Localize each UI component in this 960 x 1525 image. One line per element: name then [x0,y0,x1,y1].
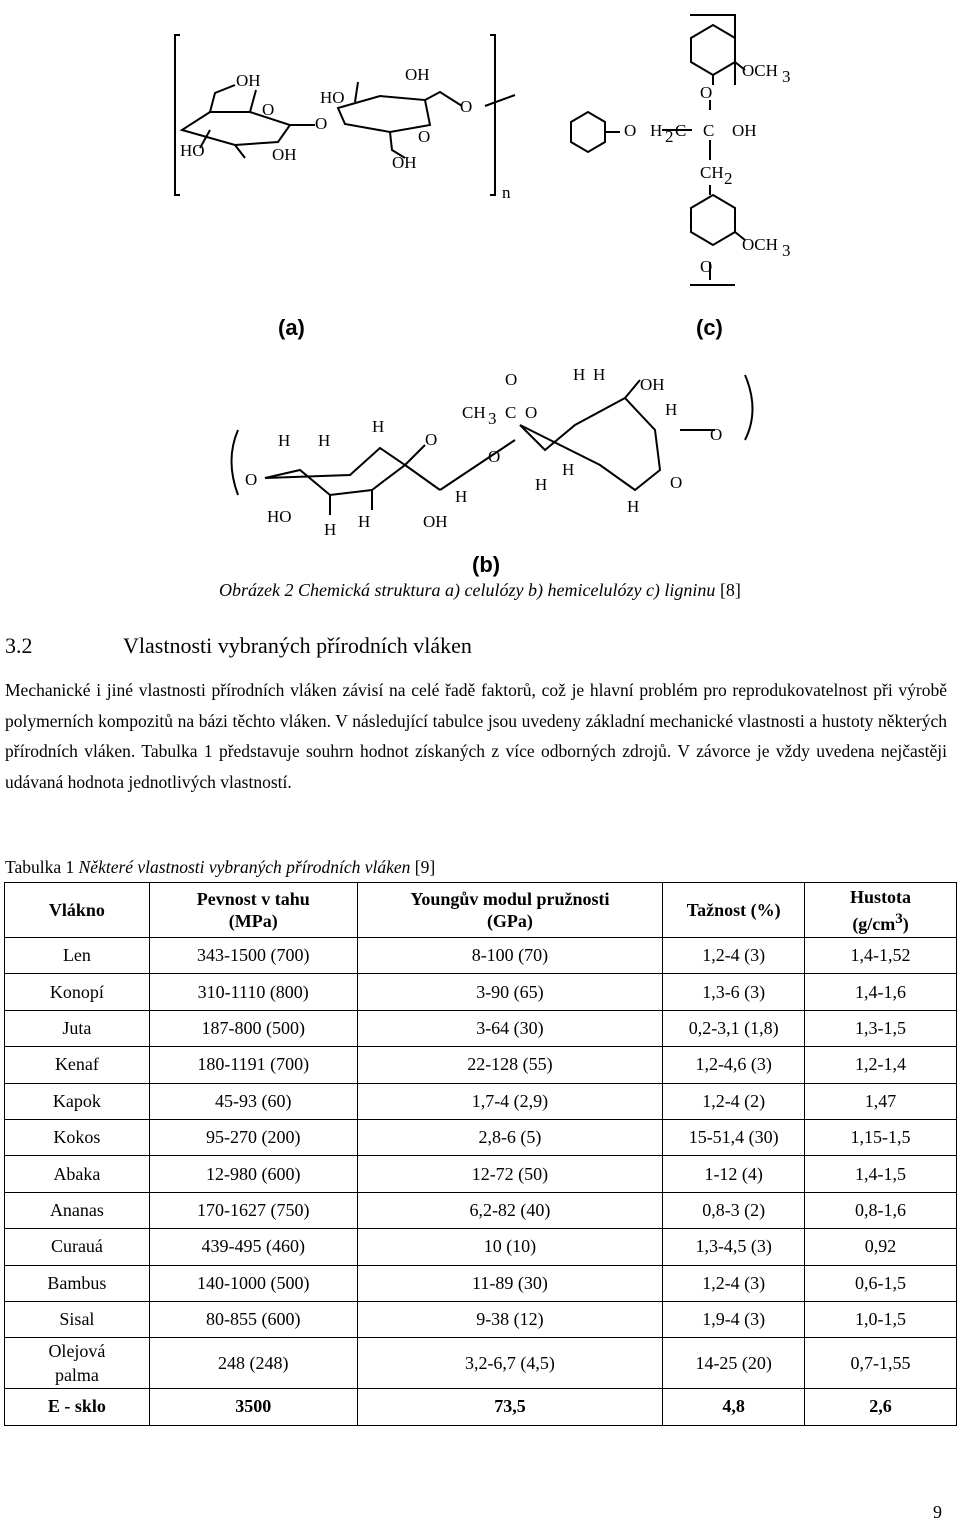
svg-text:3: 3 [782,241,791,260]
svg-text:H: H [593,365,606,384]
chemical-structures-figure [0,0,960,580]
svg-text:O: O [315,114,328,133]
table-row: Kenaf 180-1191 (700) 22-128 (55) 1,2-4,6 (3) 1,2-1,4 [5,1047,957,1083]
table-caption-ref: [9] [414,857,436,877]
svg-text:OH: OH [272,145,297,164]
svg-text:H: H [650,121,663,140]
svg-text:OH: OH [405,65,430,84]
section-title: Vlastnosti vybraných přírodních vláken [123,633,472,658]
header-strength: Pevnost v tahu (MPa) [149,883,357,938]
svg-text:H: H [372,417,385,436]
figure-caption [0,580,960,601]
header-fiber: Vlákno [5,883,150,938]
table-row: Konopí 310-1110 (800) 3-90 (65) 1,3-6 (3) 1,4-1,6 [5,974,957,1010]
svg-text:CH: CH [700,163,724,182]
figure-label-b: (b) [472,552,501,577]
svg-text:H: H [573,365,586,384]
svg-text:C: C [675,121,687,140]
svg-text:OH: OH [236,71,261,90]
svg-text:O: O [262,100,275,119]
svg-text:H: H [318,431,331,450]
table-row: Sisal 80-855 (600) 9-38 (12) 1,9-4 (3) 1,0-1,5 [5,1301,957,1337]
figure-caption-ref: [8] [719,580,741,600]
fiber-properties-table [4,882,957,1426]
table-row: Len 343-1500 (700) 8-100 (70) 1,2-4 (3) 1,4-1,52 [5,938,957,974]
svg-text:OH: OH [423,512,448,531]
figure-label-c: (c) [696,315,723,340]
table-row-e-glass: E - sklo 3500 73,5 4,8 2,6 [5,1389,957,1425]
section-heading [5,633,472,659]
section-number: 3.2 [5,633,33,658]
svg-text:C: C [505,403,517,422]
svg-text:OH: OH [640,375,665,394]
svg-text:HO: HO [180,141,205,160]
figure-caption-text: Obrázek 2 Chemická struktura a) celulózy b) hemicelulózy c) ligninu [219,580,716,600]
table-header-row [5,883,957,938]
svg-text:H: H [324,520,337,539]
table-row: Curauá 439-495 (460) 10 (10) 1,3-4,5 (3) 0,92 [5,1229,957,1265]
header-elongation: Tažnost (%) [663,883,805,938]
svg-text:CH: CH [462,403,486,422]
table-row: Bambus 140-1000 (500) 11-89 (30) 1,2-4 (3) 0,6-1,5 [5,1265,957,1301]
svg-text:OCH: OCH [742,61,778,80]
svg-text:O: O [700,83,713,102]
svg-text:O: O [488,447,501,466]
svg-text:H: H [627,497,640,516]
figure-label-a: (a) [278,315,305,340]
svg-text:O: O [425,430,438,449]
svg-text:O: O [418,127,431,146]
svg-text:O: O [245,470,258,489]
table-row: Juta 187-800 (500) 3-64 (30) 0,2-3,1 (1,8) 1,3-1,5 [5,1010,957,1046]
svg-text:OCH: OCH [742,235,778,254]
table-row: Abaka 12-980 (600) 12-72 (50) 1-12 (4) 1,4-1,5 [5,1156,957,1192]
svg-text:2: 2 [724,169,733,188]
table-row: Kapok 45-93 (60) 1,7-4 (2,9) 1,2-4 (2) 1,47 [5,1083,957,1119]
svg-text:2: 2 [665,127,674,146]
svg-text:O: O [710,425,723,444]
svg-text:OH: OH [392,153,417,172]
table-caption-title: Některé vlastnosti vybraných přírodních vláken [78,857,411,877]
svg-text:O: O [525,403,538,422]
svg-text:O: O [624,121,637,140]
page-number: 9 [933,1502,942,1522]
svg-text:3: 3 [488,409,497,428]
svg-text:H: H [358,512,371,531]
svg-text:O: O [505,370,518,389]
svg-text:H: H [535,475,548,494]
table-row: Ananas 170-1627 (750) 6,2-82 (40) 0,8-3 (2) 0,8-1,6 [5,1192,957,1228]
svg-text:H: H [455,487,468,506]
header-density: Hustota $(g/cm^3)$ [805,883,957,938]
svg-text:H: H [278,431,291,450]
table-caption-prefix: Tabulka 1 [5,857,75,877]
svg-text:H: H [562,460,575,479]
svg-text:O: O [700,257,713,276]
table-row: Kokos 95-270 (200) 2,8-6 (5) 15-51,4 (30) 1,15-1,5 [5,1119,957,1155]
svg-text:n: n [502,183,511,202]
svg-text:HO: HO [267,507,292,526]
header-modulus: Youngův modul pružnosti (GPa) [357,883,663,938]
svg-text:HO: HO [320,88,345,107]
svg-text:OH: OH [732,121,757,140]
table-row-oil-palm: Olejová palma 248 (248) 3,2-6,7 (4,5) 14-25 (20) 0,7-1,55 [5,1338,957,1389]
svg-text:O: O [460,97,473,116]
svg-text:H: H [665,400,678,419]
svg-text:O: O [670,473,683,492]
svg-text:3: 3 [782,67,791,86]
table-caption [5,857,435,878]
body-paragraph: Mechanické i jiné vlastnosti přírodních vláken závisí na celé řadě faktorů, což je hlavní problém pro reprodukovatelnost při výrobě polymerních kompozitů na bázi těchto vláken. V následující tabulce jsou uvedeny základní mechanické vlastnosti a hustoty některých přírodních vláken. Tabulka 1 představuje souhrn hodnot získaných z více odborných zdrojů. V závorce je vždy uvedena nejčastěji udávaná hodnota jednotlivých vlastností. [5,680,947,792]
svg-text:C: C [703,121,715,140]
